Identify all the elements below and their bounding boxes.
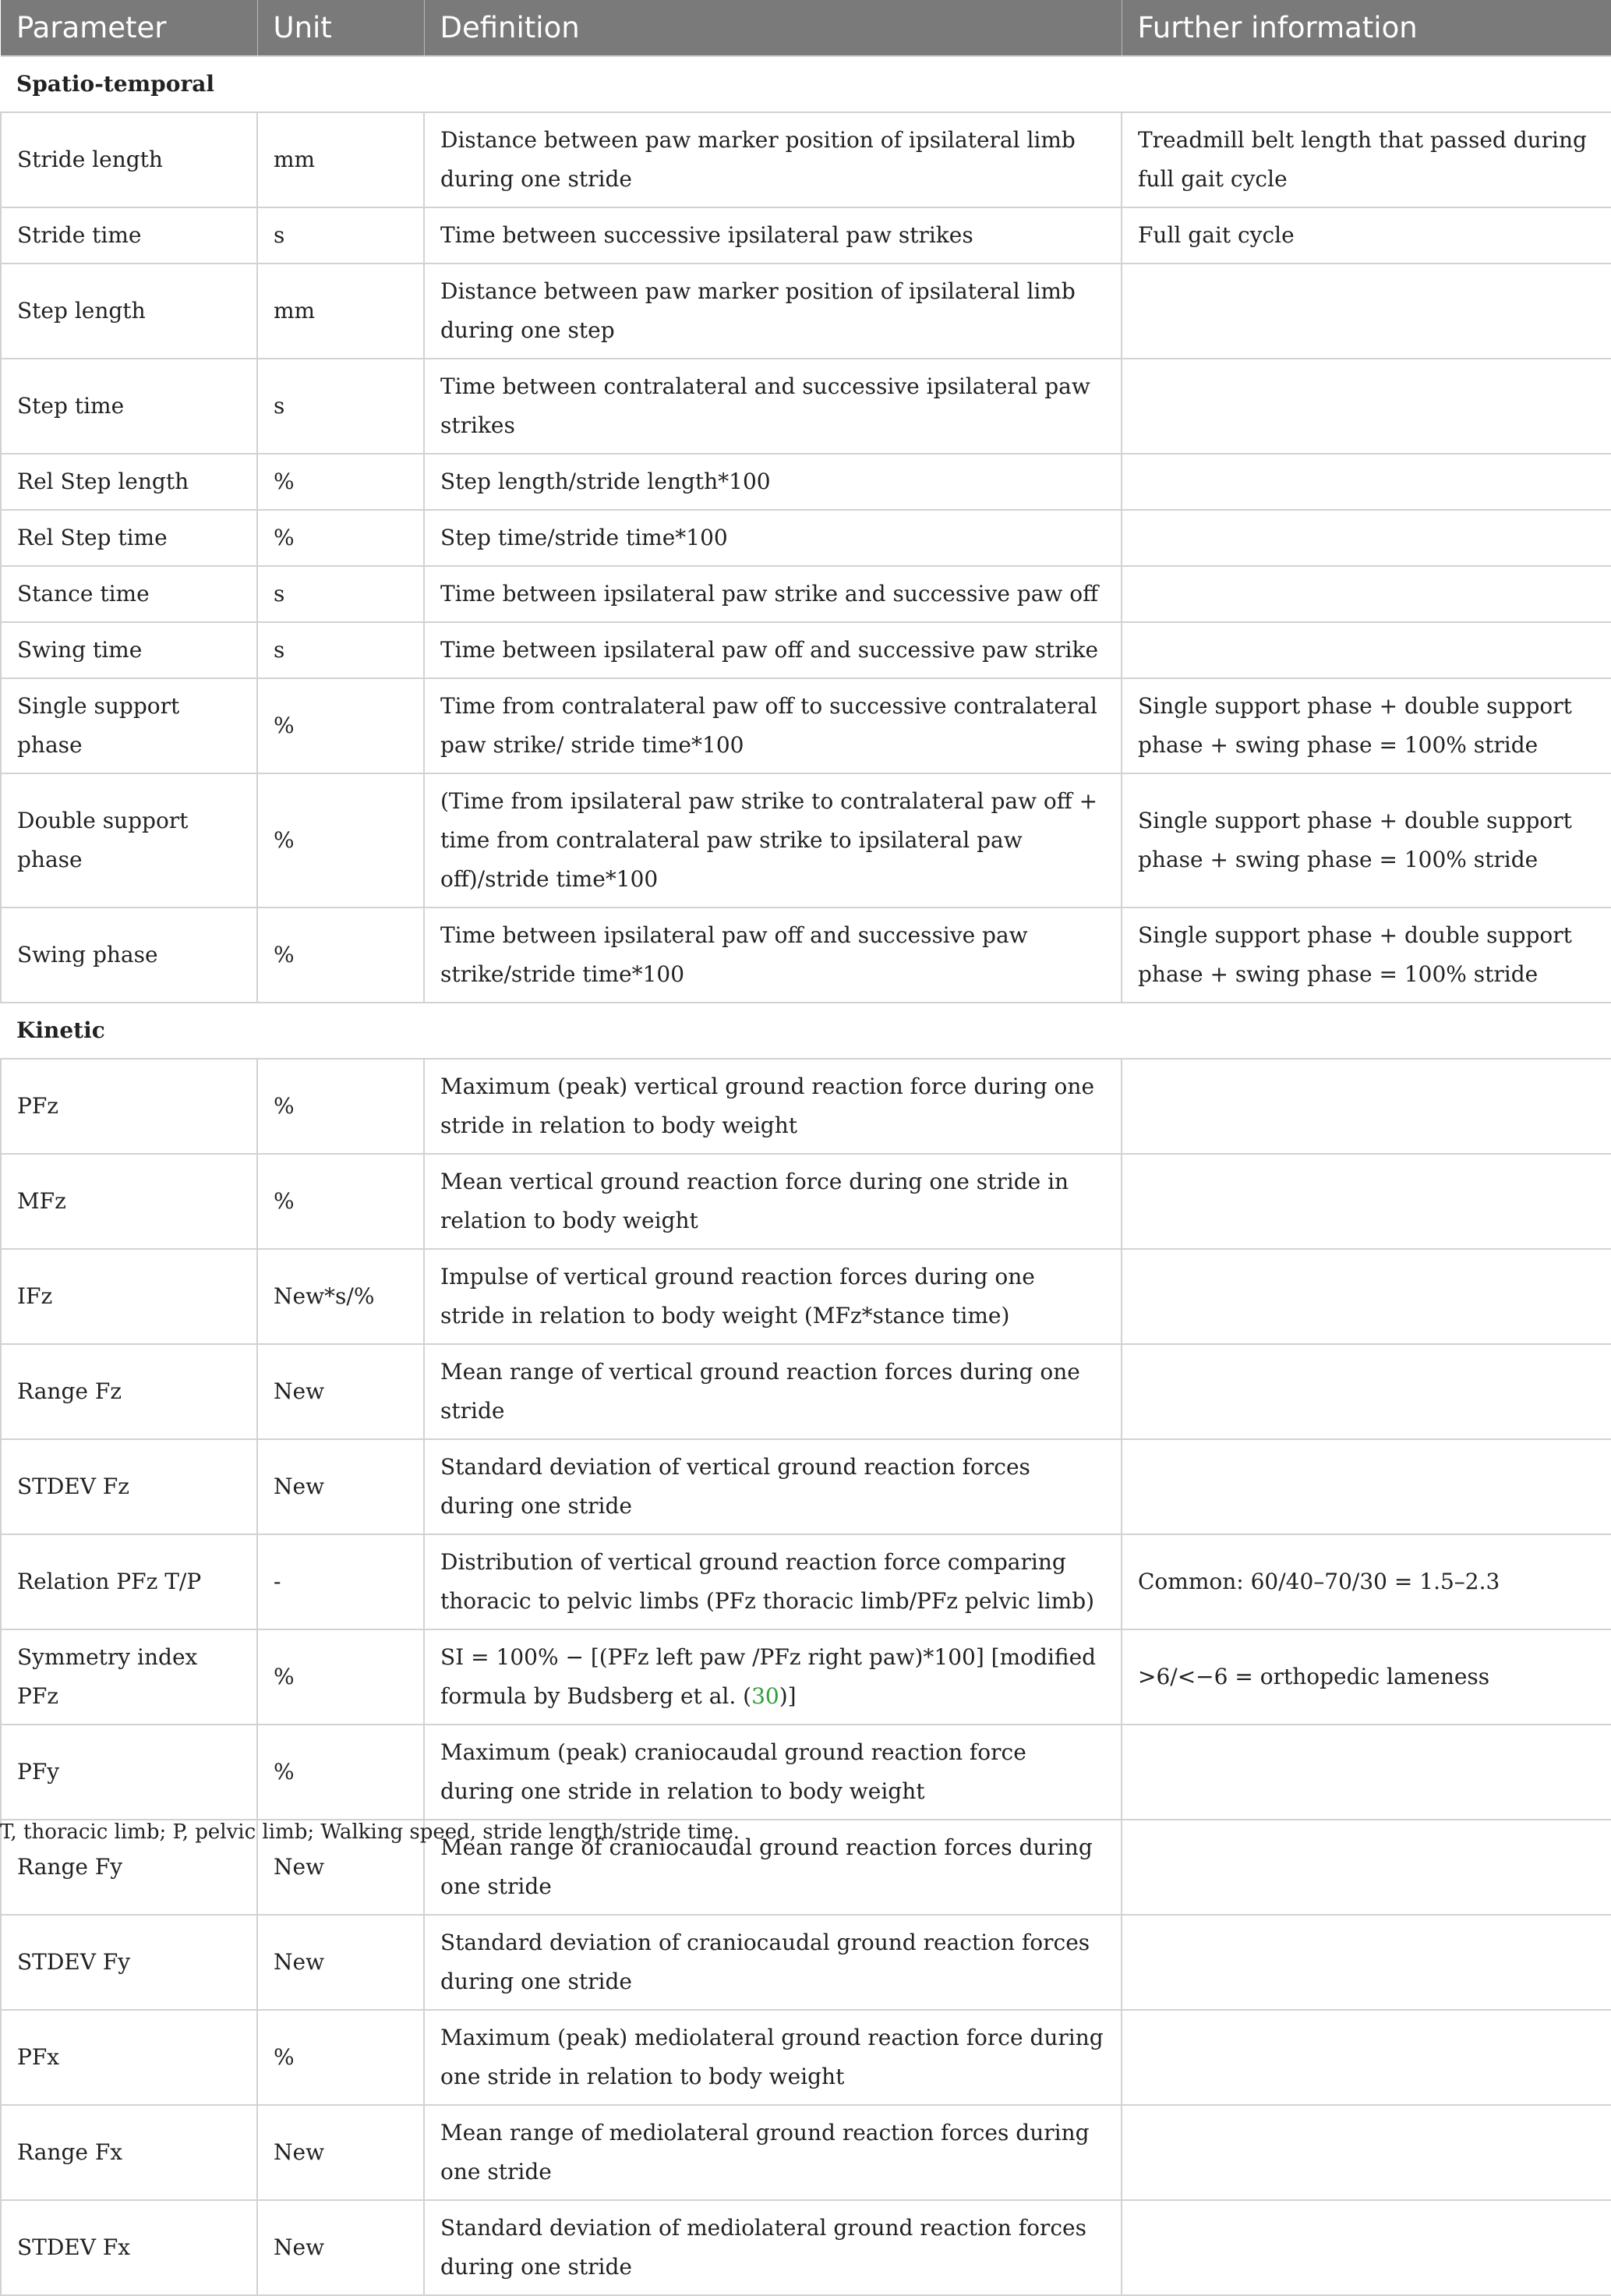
table-row bbox=[1, 207, 1611, 264]
table-row bbox=[1, 566, 1611, 622]
unit-cell: % bbox=[257, 1725, 424, 1820]
unit-cell: % bbox=[257, 773, 424, 907]
table-row bbox=[1, 2105, 1611, 2200]
definition-cell: Step time/stride time*100 bbox=[424, 510, 1122, 566]
further-info-cell bbox=[1122, 566, 1611, 622]
unit-cell: New bbox=[257, 1344, 424, 1439]
unit-cell: s bbox=[257, 359, 424, 454]
further-info-cell bbox=[1122, 1249, 1611, 1344]
table-row bbox=[1, 1154, 1611, 1249]
unit-cell: New bbox=[257, 2105, 424, 2200]
further-info-cell bbox=[1122, 622, 1611, 678]
table-row bbox=[1, 1439, 1611, 1534]
unit-cell: % bbox=[257, 454, 424, 510]
unit-cell: New bbox=[257, 1915, 424, 2010]
further-info-cell bbox=[1122, 1439, 1611, 1534]
further-info-cell bbox=[1122, 1344, 1611, 1439]
parameter-cell: Range Fx bbox=[1, 2105, 257, 2200]
definition-cell: Distribution of vertical ground reaction force comparing thoracic to pelvic limbs (PFz thoracic limb/PFz pelvic limb) bbox=[424, 1534, 1122, 1629]
parameter-cell: Symmetry index PFz bbox=[1, 1629, 257, 1725]
definition-cell: (Time from ipsilateral paw strike to contralateral paw off + time from contralateral paw strike to ipsilateral paw off)/stride time*100 bbox=[424, 773, 1122, 907]
further-info-cell bbox=[1122, 510, 1611, 566]
further-info-cell bbox=[1122, 264, 1611, 359]
parameter-cell: STDEV Fz bbox=[1, 1439, 257, 1534]
definition-cell: Mean range of vertical ground reaction forces during one stride bbox=[424, 1344, 1122, 1439]
table-header bbox=[1, 0, 1611, 56]
parameter-cell: Rel Step length bbox=[1, 454, 257, 510]
parameter-cell: Step time bbox=[1, 359, 257, 454]
unit-cell: - bbox=[257, 1534, 424, 1629]
definition-cell: Standard deviation of craniocaudal ground reaction forces during one stride bbox=[424, 1915, 1122, 2010]
table-row bbox=[1, 773, 1611, 907]
table-row bbox=[1, 678, 1611, 773]
further-info-cell: Single support phase + double support phase + swing phase = 100% stride bbox=[1122, 773, 1611, 907]
section-title: Spatio-temporal bbox=[1, 56, 1611, 112]
unit-cell: New bbox=[257, 1439, 424, 1534]
table-row bbox=[1, 1249, 1611, 1344]
unit-cell: New bbox=[257, 2200, 424, 2295]
definition-tail: )] bbox=[779, 1683, 797, 1709]
unit-cell: s bbox=[257, 566, 424, 622]
definition-cell: Standard deviation of mediolateral ground reaction forces during one stride bbox=[424, 2200, 1122, 2295]
parameter-cell: Range Fy bbox=[1, 1820, 257, 1915]
table-row bbox=[1, 2010, 1611, 2105]
further-info-cell bbox=[1122, 454, 1611, 510]
parameter-cell: Rel Step time bbox=[1, 510, 257, 566]
definition-cell bbox=[424, 1629, 1122, 1725]
definition-cell: Mean vertical ground reaction force during one stride in relation to body weight bbox=[424, 1154, 1122, 1249]
parameter-cell: Stride length bbox=[1, 112, 257, 207]
table-row bbox=[1, 907, 1611, 1003]
further-info-cell bbox=[1122, 359, 1611, 454]
table-row bbox=[1, 1344, 1611, 1439]
further-info-cell bbox=[1122, 2010, 1611, 2105]
unit-cell: mm bbox=[257, 264, 424, 359]
table-row bbox=[1, 1534, 1611, 1629]
definition-cell: Time between contralateral and successive ipsilateral paw strikes bbox=[424, 359, 1122, 454]
definition-cell: Distance between paw marker position of ipsilateral limb during one stride bbox=[424, 112, 1122, 207]
further-info-cell: Common: 60/40–70/30 = 1.5–2.3 bbox=[1122, 1534, 1611, 1629]
parameter-cell: Swing time bbox=[1, 622, 257, 678]
header-parameter: Parameter bbox=[1, 0, 257, 56]
section-row bbox=[1, 56, 1611, 112]
definition-cell: Mean range of craniocaudal ground reaction forces during one stride bbox=[424, 1820, 1122, 1915]
header-unit: Unit bbox=[257, 0, 424, 56]
parameter-cell: Single support phase bbox=[1, 678, 257, 773]
unit-cell: % bbox=[257, 1154, 424, 1249]
definition-text: SI = 100% − [(PFz left paw /PFz right paw)*100] [modified formula by Budsberg et al. ( bbox=[440, 1644, 1097, 1709]
unit-cell: s bbox=[257, 207, 424, 264]
definition-cell: Maximum (peak) vertical ground reaction force during one stride in relation to body weight bbox=[424, 1059, 1122, 1154]
parameter-cell: Swing phase bbox=[1, 907, 257, 1003]
further-info-cell: Treadmill belt length that passed during full gait cycle bbox=[1122, 112, 1611, 207]
further-info-cell: Single support phase + double support phase + swing phase = 100% stride bbox=[1122, 907, 1611, 1003]
definition-cell: Step length/stride length*100 bbox=[424, 454, 1122, 510]
table-body bbox=[1, 56, 1611, 2295]
parameter-cell: Range Fz bbox=[1, 1344, 257, 1439]
further-info-cell bbox=[1122, 1820, 1611, 1915]
further-info-cell bbox=[1122, 1915, 1611, 2010]
table-row bbox=[1, 454, 1611, 510]
unit-cell: % bbox=[257, 907, 424, 1003]
unit-cell: s bbox=[257, 622, 424, 678]
table-row bbox=[1, 264, 1611, 359]
reference-link[interactable]: 30 bbox=[751, 1683, 779, 1709]
definition-cell: Distance between paw marker position of ipsilateral limb during one step bbox=[424, 264, 1122, 359]
unit-cell: mm bbox=[257, 112, 424, 207]
parameter-cell: PFz bbox=[1, 1059, 257, 1154]
definition-cell: Time between successive ipsilateral paw strikes bbox=[424, 207, 1122, 264]
parameter-cell: PFx bbox=[1, 2010, 257, 2105]
table-row bbox=[1, 1059, 1611, 1154]
table-footnote: T, thoracic limb; P, pelvic limb; Walking speed, stride length/stride time. bbox=[0, 1820, 740, 1844]
table-row bbox=[1, 1725, 1611, 1820]
unit-cell: % bbox=[257, 678, 424, 773]
table-row bbox=[1, 359, 1611, 454]
unit-cell: New bbox=[257, 1820, 424, 1915]
definition-cell: Impulse of vertical ground reaction forces during one stride in relation to body weight (MFz*stance time) bbox=[424, 1249, 1122, 1344]
definition-cell: Time from contralateral paw off to successive contralateral paw strike/ stride time*100 bbox=[424, 678, 1122, 773]
parameter-cell: Double support phase bbox=[1, 773, 257, 907]
further-info-cell: Single support phase + double support phase + swing phase = 100% stride bbox=[1122, 678, 1611, 773]
table-row bbox=[1, 2200, 1611, 2295]
unit-cell: New*s/% bbox=[257, 1249, 424, 1344]
further-info-cell bbox=[1122, 2105, 1611, 2200]
definition-cell: Time between ipsilateral paw off and successive paw strike/stride time*100 bbox=[424, 907, 1122, 1003]
table-row bbox=[1, 510, 1611, 566]
further-info-cell: >6/<−6 = orthopedic lameness bbox=[1122, 1629, 1611, 1725]
parameter-cell: IFz bbox=[1, 1249, 257, 1344]
table-row bbox=[1, 1915, 1611, 2010]
definition-cell: Maximum (peak) mediolateral ground reaction force during one stride in relation to body weight bbox=[424, 2010, 1122, 2105]
definition-cell: Standard deviation of vertical ground reaction forces during one stride bbox=[424, 1439, 1122, 1534]
unit-cell: % bbox=[257, 1629, 424, 1725]
definition-cell: Maximum (peak) craniocaudal ground reaction force during one stride in relation to body weight bbox=[424, 1725, 1122, 1820]
unit-cell: % bbox=[257, 1059, 424, 1154]
further-info-cell bbox=[1122, 1059, 1611, 1154]
parameter-cell: STDEV Fx bbox=[1, 2200, 257, 2295]
parameter-cell: Step length bbox=[1, 264, 257, 359]
further-info-cell bbox=[1122, 2200, 1611, 2295]
definition-cell: Time between ipsilateral paw off and successive paw strike bbox=[424, 622, 1122, 678]
parameter-cell: MFz bbox=[1, 1154, 257, 1249]
definition-cell: Mean range of mediolateral ground reaction forces during one stride bbox=[424, 2105, 1122, 2200]
further-info-cell bbox=[1122, 1154, 1611, 1249]
parameter-cell: STDEV Fy bbox=[1, 1915, 257, 2010]
table-row bbox=[1, 112, 1611, 207]
section-title: Kinetic bbox=[1, 1003, 1611, 1059]
parameter-cell: Stance time bbox=[1, 566, 257, 622]
further-info-cell: Full gait cycle bbox=[1122, 207, 1611, 264]
unit-cell: % bbox=[257, 510, 424, 566]
section-row bbox=[1, 1003, 1611, 1059]
further-info-cell bbox=[1122, 1725, 1611, 1820]
unit-cell: % bbox=[257, 2010, 424, 2105]
definition-cell: Time between ipsilateral paw strike and successive paw off bbox=[424, 566, 1122, 622]
header-further-information: Further information bbox=[1122, 0, 1611, 56]
header-definition: Definition bbox=[424, 0, 1122, 56]
header-row bbox=[1, 0, 1611, 56]
parameter-cell: PFy bbox=[1, 1725, 257, 1820]
table-row bbox=[1, 1629, 1611, 1725]
parameter-cell: Relation PFz T/P bbox=[1, 1534, 257, 1629]
parameter-cell: Stride time bbox=[1, 207, 257, 264]
table-row bbox=[1, 622, 1611, 678]
